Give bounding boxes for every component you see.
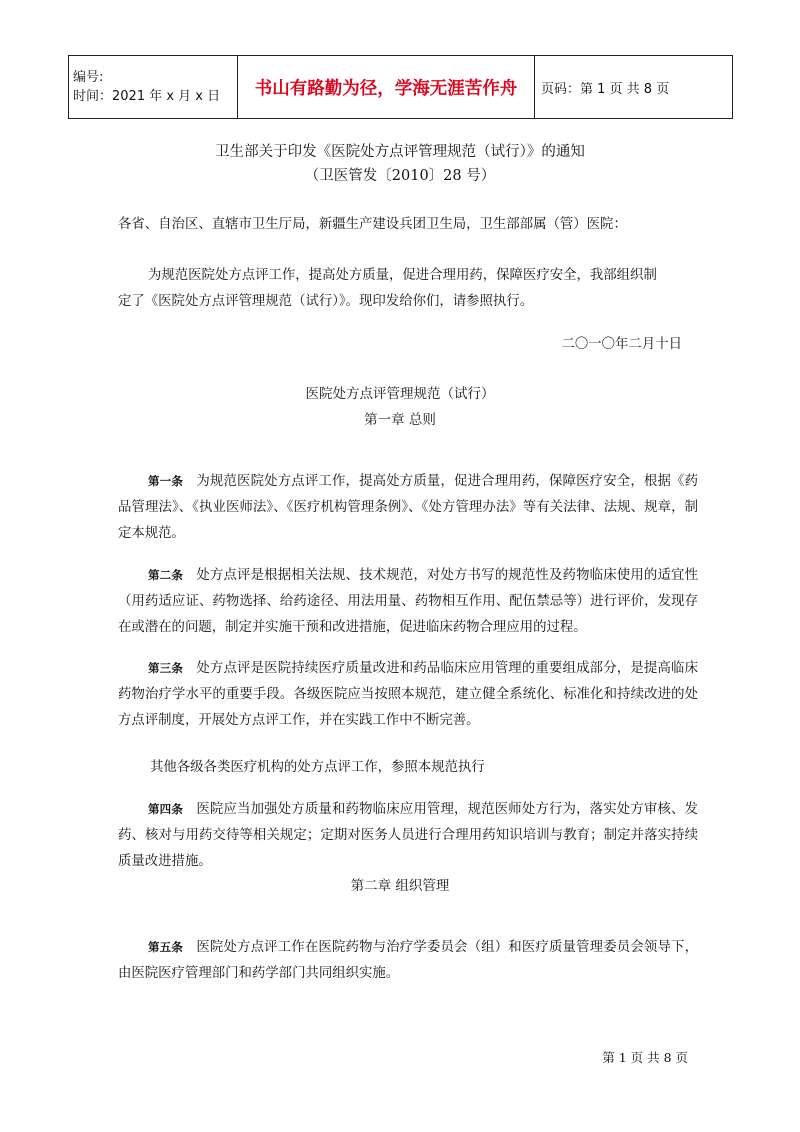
header-table	[68, 55, 733, 119]
article-text: 为规范医院处方点评工作，提高处方质量，促进合理用药，保障医疗安全，根据《药品管理法》、《执业医师法》、《医疗机构管理条例》、《处方管理办法》等有关法律、法规、规章，制定本规范。	[118, 474, 699, 541]
article-label: 第一条	[148, 474, 184, 488]
notice-body-line1: 为规范医院处方点评工作，提高处方质量，促进合理用药，保障医疗安全，我部组织制	[148, 268, 657, 283]
article-5	[118, 934, 698, 987]
page-footer: 第 1 页 共 8 页	[602, 1050, 688, 1065]
chapter-heading: 第一章 总则	[364, 412, 436, 428]
article-label: 第三条	[148, 661, 184, 675]
spec-title: 医院处方点评管理规范（试行）	[305, 386, 495, 402]
notice-title: 卫生部关于印发《医院处方点评管理规范（试行）》的通知	[215, 144, 585, 160]
number-label: 编号:	[73, 70, 104, 85]
article-1	[118, 468, 698, 547]
chapter-heading: 第二章 组织管理	[350, 878, 450, 894]
header-meta-cell	[69, 56, 238, 119]
header-page-info: 页码：第 1 页 共 8 页	[535, 56, 733, 119]
notice-doc-number: （卫医管发〔2010〕28 号）	[304, 168, 496, 184]
other-institutions-clause: 其他各级各类医疗机构的处方点评工作，参照本规范执行	[150, 760, 485, 775]
header-motto: 书山有路勤为径，学海无涯苦作舟	[238, 56, 535, 119]
notice-recipients: 各省、自治区、直辖市卫生厅局，新疆生产建设兵团卫生局，卫生部部属（管）医院：	[118, 217, 627, 232]
article-text: 医院应当加强处方质量和药物临床应用管理，规范医师处方行为，落实处方审核、发药、核对与用药交待等相关规定；定期对医务人员进行合理用药知识培训与教育；制定并落实持续质量改进措施。	[118, 802, 699, 869]
time-label: 时间：2021 年 x 月 x 日	[73, 89, 221, 104]
article-3	[118, 655, 698, 734]
article-4	[118, 796, 698, 875]
notice-date: 二〇一〇年二月十日	[561, 337, 682, 352]
article-text: 医院处方点评工作在医院药物与治疗学委员会（组）和医疗质量管理委员会领导下，由医院医疗管理部门和药学部门共同组织实施。	[118, 940, 699, 981]
article-label: 第四条	[148, 802, 184, 816]
article-label: 第二条	[148, 568, 184, 582]
article-text: 处方点评是根据相关法规、技术规范，对处方书写的规范性及药物临床使用的适宜性（用药适应证、药物选择、给药途径、用法用量、药物相互作用、配伍禁忌等）进行评价，发现存在或潜在的问题，制定并实施干预和改进措施，促进临床药物合理应用的过程。	[118, 568, 699, 635]
article-text: 处方点评是医院持续医疗质量改进和药品临床应用管理的重要组成部分，是提高临床药物治疗学水平的重要手段。各级医院应当按照本规范，建立健全系统化、标准化和持续改进的处方点评制度，开展处方点评工作，并在实践工作中不断完善。	[118, 661, 699, 728]
article-label: 第五条	[148, 940, 184, 954]
notice-body-line2: 定了《医院处方点评管理规范（试行）》。现印发给你们，请参照执行。	[118, 294, 534, 309]
article-2	[118, 562, 698, 641]
